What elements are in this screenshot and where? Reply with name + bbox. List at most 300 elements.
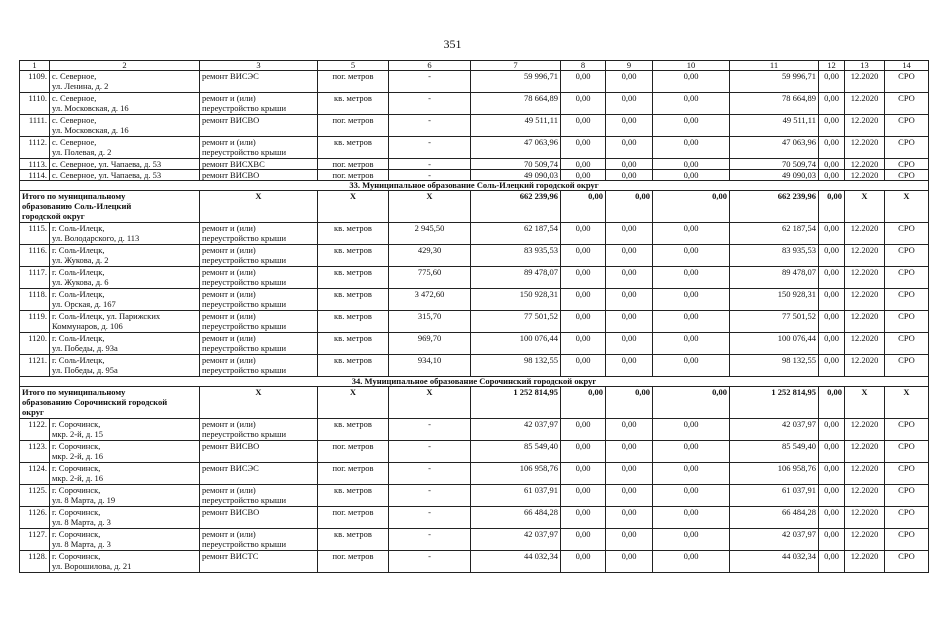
work-type-cell: ремонт и (или) переустройство крыши	[200, 311, 318, 333]
col12-cell: 0,00	[819, 71, 845, 93]
col8-cell: 0,00	[561, 245, 606, 267]
source-cell: СРО	[885, 159, 929, 170]
col10-cell: 0,00	[653, 551, 730, 573]
col11-cell: 61 037,91	[730, 485, 819, 507]
col9-cell: 0,00	[606, 311, 653, 333]
quantity-cell: -	[389, 137, 471, 159]
date-cell: 12.2020	[845, 441, 885, 463]
col11-cell: 59 996,71	[730, 71, 819, 93]
column-number-12: 12	[819, 61, 845, 71]
col8-cell: 0,00	[561, 289, 606, 311]
address-cell: г. Соль-Илецк, ул. Орская, д. 167	[50, 289, 200, 311]
unit-cell: пог. метров	[318, 507, 389, 529]
subtotal-row	[20, 191, 929, 223]
unit-cell: кв. метров	[318, 223, 389, 245]
col9-cell: 0,00	[606, 267, 653, 289]
date-cell: 12.2020	[845, 71, 885, 93]
address-cell: с. Северное, ул. Ленина, д. 2	[50, 71, 200, 93]
col12-cell: 0,00	[819, 245, 845, 267]
cost-cell: 61 037,91	[471, 485, 561, 507]
date-cell: 12.2020	[845, 170, 885, 181]
address-cell: г. Соль-Илецк, ул. Жукова, д. 2	[50, 245, 200, 267]
col8-cell: 0,00	[561, 115, 606, 137]
col11-cell: 89 478,07	[730, 267, 819, 289]
col12-cell: 0,00	[819, 267, 845, 289]
work-type-cell: ремонт и (или) переустройство крыши	[200, 333, 318, 355]
subtotal-cost: 1 252 814,95	[471, 387, 561, 419]
row-number: 1109.	[20, 71, 50, 93]
col12-cell: 0,00	[819, 551, 845, 573]
col9-cell: 0,00	[606, 93, 653, 115]
col8-cell: 0,00	[561, 333, 606, 355]
work-type-cell: ремонт и (или) переустройство крыши	[200, 355, 318, 377]
col12-cell: 0,00	[819, 333, 845, 355]
row-number: 1121.	[20, 355, 50, 377]
quantity-cell: -	[389, 93, 471, 115]
address-cell: с. Северное, ул. Чапаева, д. 53	[50, 159, 200, 170]
cost-cell: 106 958,76	[471, 463, 561, 485]
col8-cell: 0,00	[561, 507, 606, 529]
quantity-cell: 934,10	[389, 355, 471, 377]
col10-cell: 0,00	[653, 333, 730, 355]
work-type-cell: ремонт и (или) переустройство крыши	[200, 289, 318, 311]
section-title: 33. Муниципальное образование Соль-Илецкий городской округ	[20, 181, 929, 191]
unit-cell: пог. метров	[318, 551, 389, 573]
unit-cell: кв. метров	[318, 245, 389, 267]
unit-cell: кв. метров	[318, 355, 389, 377]
date-cell: 12.2020	[845, 115, 885, 137]
col9-cell: 0,00	[606, 170, 653, 181]
table-row	[20, 311, 929, 333]
address-cell: г. Соль-Илецк, ул. Володарского, д. 113	[50, 223, 200, 245]
column-number-5: 5	[318, 61, 389, 71]
table-row	[20, 93, 929, 115]
date-cell: 12.2020	[845, 245, 885, 267]
work-type-cell: ремонт и (или) переустройство крыши	[200, 245, 318, 267]
col10-cell: 0,00	[653, 485, 730, 507]
quantity-cell: -	[389, 463, 471, 485]
col9-cell: 0,00	[606, 551, 653, 573]
col11-cell: 66 484,28	[730, 507, 819, 529]
date-cell: 12.2020	[845, 529, 885, 551]
row-number: 1125.	[20, 485, 50, 507]
quantity-cell: -	[389, 507, 471, 529]
col10-cell: 0,00	[653, 507, 730, 529]
col10-cell: 0,00	[653, 419, 730, 441]
col12-cell: 0,00	[819, 93, 845, 115]
address-cell: г. Соль-Илецк, ул. Парижских Коммунаров, д. 106	[50, 311, 200, 333]
col8-cell: 0,00	[561, 355, 606, 377]
address-cell: г. Сорочинск, мкр. 2-й, д. 16	[50, 441, 200, 463]
date-cell: 12.2020	[845, 311, 885, 333]
cost-cell: 49 090,03	[471, 170, 561, 181]
column-number-7: 7	[471, 61, 561, 71]
work-type-cell: ремонт ВИСВО	[200, 170, 318, 181]
col9-cell: 0,00	[606, 245, 653, 267]
source-cell: СРО	[885, 441, 929, 463]
col10-cell: 0,00	[653, 463, 730, 485]
page-number: 351	[443, 37, 462, 51]
table-row	[20, 333, 929, 355]
work-type-cell: ремонт и (или) переустройство крыши	[200, 93, 318, 115]
col9-cell: 0,00	[606, 115, 653, 137]
col10-cell: 0,00	[653, 289, 730, 311]
col12-cell: 0,00	[819, 529, 845, 551]
source-cell: СРО	[885, 93, 929, 115]
column-number-10: 10	[653, 61, 730, 71]
col8-cell: 0,00	[561, 170, 606, 181]
col11-cell: 77 501,52	[730, 311, 819, 333]
col9-cell: 0,00	[606, 529, 653, 551]
col12-cell: 0,00	[819, 115, 845, 137]
col9-cell: 0,00	[606, 223, 653, 245]
work-type-cell: ремонт ВИСТС	[200, 551, 318, 573]
col8-cell: 0,00	[561, 485, 606, 507]
address-cell: г. Соль-Илецк, ул. Победы, д. 95а	[50, 355, 200, 377]
col12-cell: 0,00	[819, 507, 845, 529]
row-number: 1124.	[20, 463, 50, 485]
column-number-8: 8	[561, 61, 606, 71]
col11-cell: 83 935,53	[730, 245, 819, 267]
table-row	[20, 170, 929, 181]
unit-cell: кв. метров	[318, 485, 389, 507]
col12-cell: 0,00	[819, 419, 845, 441]
subtotal-col9: 0,00	[606, 387, 653, 419]
date-cell: 12.2020	[845, 267, 885, 289]
address-cell: г. Сорочинск, ул. 8 Марта, д. 3	[50, 507, 200, 529]
source-cell: СРО	[885, 333, 929, 355]
col12-cell: 0,00	[819, 137, 845, 159]
table-row	[20, 245, 929, 267]
quantity-cell: -	[389, 529, 471, 551]
work-type-cell: ремонт ВИСХВС	[200, 159, 318, 170]
row-number: 1123.	[20, 441, 50, 463]
work-type-cell: ремонт ВИСВО	[200, 507, 318, 529]
row-number: 1111.	[20, 115, 50, 137]
work-type-cell: ремонт и (или) переустройство крыши	[200, 529, 318, 551]
table-row	[20, 137, 929, 159]
table-row	[20, 289, 929, 311]
table-row	[20, 355, 929, 377]
col8-cell: 0,00	[561, 441, 606, 463]
unit-cell: кв. метров	[318, 267, 389, 289]
col10-cell: 0,00	[653, 71, 730, 93]
cost-cell: 78 664,89	[471, 93, 561, 115]
unit-cell: пог. метров	[318, 71, 389, 93]
source-cell: СРО	[885, 485, 929, 507]
col12-cell: 0,00	[819, 441, 845, 463]
column-number-13: 13	[845, 61, 885, 71]
quantity-cell: -	[389, 170, 471, 181]
date-cell: 12.2020	[845, 507, 885, 529]
address-cell: г. Сорочинск, ул. 8 Марта, д. 3	[50, 529, 200, 551]
col9-cell: 0,00	[606, 419, 653, 441]
quantity-cell: -	[389, 159, 471, 170]
col9-cell: 0,00	[606, 289, 653, 311]
unit-cell: кв. метров	[318, 529, 389, 551]
table-row	[20, 507, 929, 529]
table-row	[20, 223, 929, 245]
col11-cell: 100 076,44	[730, 333, 819, 355]
col10-cell: 0,00	[653, 245, 730, 267]
source-cell: СРО	[885, 463, 929, 485]
subtotal-col8: 0,00	[561, 191, 606, 223]
col11-cell: 42 037,97	[730, 529, 819, 551]
col11-cell: 98 132,55	[730, 355, 819, 377]
column-number-1: 1	[20, 61, 50, 71]
unit-cell: пог. метров	[318, 463, 389, 485]
subtotal-row	[20, 387, 929, 419]
quantity-cell: -	[389, 115, 471, 137]
table-row	[20, 529, 929, 551]
table-row	[20, 463, 929, 485]
work-type-cell: ремонт и (или) переустройство крыши	[200, 137, 318, 159]
x-mark: Х	[318, 191, 389, 223]
subtotal-col10: 0,00	[653, 387, 730, 419]
subtotal-col12: 0,00	[819, 191, 845, 223]
date-cell: 12.2020	[845, 419, 885, 441]
x-mark: Х	[200, 191, 318, 223]
col11-cell: 150 928,31	[730, 289, 819, 311]
unit-cell: кв. метров	[318, 137, 389, 159]
col9-cell: 0,00	[606, 71, 653, 93]
col9-cell: 0,00	[606, 507, 653, 529]
col10-cell: 0,00	[653, 159, 730, 170]
column-number-header-row	[20, 61, 929, 71]
row-number: 1127.	[20, 529, 50, 551]
unit-cell: кв. метров	[318, 419, 389, 441]
quantity-cell: 429,30	[389, 245, 471, 267]
col8-cell: 0,00	[561, 159, 606, 170]
unit-cell: пог. метров	[318, 441, 389, 463]
cost-cell: 62 187,54	[471, 223, 561, 245]
col10-cell: 0,00	[653, 441, 730, 463]
column-number-11: 11	[730, 61, 819, 71]
col12-cell: 0,00	[819, 485, 845, 507]
work-type-cell: ремонт ВИСЭС	[200, 463, 318, 485]
col12-cell: 0,00	[819, 355, 845, 377]
address-cell: с. Северное, ул. Чапаева, д. 53	[50, 170, 200, 181]
cost-cell: 66 484,28	[471, 507, 561, 529]
section-title: 34. Муниципальное образование Сорочинский городской округ	[20, 377, 929, 387]
quantity-cell: 2 945,50	[389, 223, 471, 245]
col11-cell: 42 037,97	[730, 419, 819, 441]
cost-cell: 83 935,53	[471, 245, 561, 267]
col11-cell: 44 032,34	[730, 551, 819, 573]
unit-cell: пог. метров	[318, 115, 389, 137]
column-number-9: 9	[606, 61, 653, 71]
cost-cell: 77 501,52	[471, 311, 561, 333]
address-cell: г. Сорочинск, ул. Ворошилова, д. 21	[50, 551, 200, 573]
quantity-cell: 315,70	[389, 311, 471, 333]
column-number-2: 2	[50, 61, 200, 71]
source-cell: СРО	[885, 223, 929, 245]
date-cell: 12.2020	[845, 355, 885, 377]
col10-cell: 0,00	[653, 223, 730, 245]
col8-cell: 0,00	[561, 551, 606, 573]
row-number: 1115.	[20, 223, 50, 245]
subtotal-col8: 0,00	[561, 387, 606, 419]
work-type-cell: ремонт и (или) переустройство крыши	[200, 485, 318, 507]
col12-cell: 0,00	[819, 170, 845, 181]
source-cell: СРО	[885, 311, 929, 333]
row-number: 1118.	[20, 289, 50, 311]
cost-cell: 59 996,71	[471, 71, 561, 93]
col11-cell: 47 063,96	[730, 137, 819, 159]
col11-cell: 106 958,76	[730, 463, 819, 485]
x-mark: Х	[389, 191, 471, 223]
col10-cell: 0,00	[653, 529, 730, 551]
date-cell: 12.2020	[845, 551, 885, 573]
x-mark: Х	[318, 387, 389, 419]
col8-cell: 0,00	[561, 71, 606, 93]
unit-cell: пог. метров	[318, 159, 389, 170]
source-cell: СРО	[885, 115, 929, 137]
repair-register-table	[19, 60, 929, 573]
cost-cell: 42 037,97	[471, 529, 561, 551]
col11-cell: 62 187,54	[730, 223, 819, 245]
cost-cell: 70 509,74	[471, 159, 561, 170]
quantity-cell: -	[389, 419, 471, 441]
x-mark: Х	[200, 387, 318, 419]
column-number-3: 3	[200, 61, 318, 71]
col9-cell: 0,00	[606, 333, 653, 355]
date-cell: 12.2020	[845, 159, 885, 170]
row-number: 1116.	[20, 245, 50, 267]
table-row	[20, 441, 929, 463]
subtotal-cost: 662 239,96	[471, 191, 561, 223]
table-row	[20, 419, 929, 441]
col11-cell: 85 549,40	[730, 441, 819, 463]
address-cell: г. Соль-Илецк, ул. Жукова, д. 6	[50, 267, 200, 289]
col8-cell: 0,00	[561, 137, 606, 159]
row-number: 1112.	[20, 137, 50, 159]
work-type-cell: ремонт ВИСВО	[200, 441, 318, 463]
row-number: 1110.	[20, 93, 50, 115]
source-cell: СРО	[885, 551, 929, 573]
row-number: 1113.	[20, 159, 50, 170]
col11-cell: 78 664,89	[730, 93, 819, 115]
row-number: 1119.	[20, 311, 50, 333]
col12-cell: 0,00	[819, 159, 845, 170]
cost-cell: 98 132,55	[471, 355, 561, 377]
x-mark: Х	[885, 387, 929, 419]
row-number: 1126.	[20, 507, 50, 529]
unit-cell: кв. метров	[318, 333, 389, 355]
cost-cell: 44 032,34	[471, 551, 561, 573]
date-cell: 12.2020	[845, 463, 885, 485]
table-row	[20, 115, 929, 137]
x-mark: Х	[845, 191, 885, 223]
source-cell: СРО	[885, 529, 929, 551]
cost-cell: 42 037,97	[471, 419, 561, 441]
col8-cell: 0,00	[561, 223, 606, 245]
subtotal-col9: 0,00	[606, 191, 653, 223]
section-title-row	[20, 377, 929, 387]
row-number: 1128.	[20, 551, 50, 573]
source-cell: СРО	[885, 137, 929, 159]
subtotal-label: Итого по муниципальному образованию Сорочинский городской округ	[20, 387, 200, 419]
col8-cell: 0,00	[561, 419, 606, 441]
date-cell: 12.2020	[845, 93, 885, 115]
col11-cell: 49 090,03	[730, 170, 819, 181]
address-cell: г. Сорочинск, ул. 8 Марта, д. 19	[50, 485, 200, 507]
col12-cell: 0,00	[819, 289, 845, 311]
col9-cell: 0,00	[606, 137, 653, 159]
col8-cell: 0,00	[561, 463, 606, 485]
col8-cell: 0,00	[561, 93, 606, 115]
column-number-6: 6	[389, 61, 471, 71]
col8-cell: 0,00	[561, 311, 606, 333]
col10-cell: 0,00	[653, 355, 730, 377]
col8-cell: 0,00	[561, 267, 606, 289]
source-cell: СРО	[885, 245, 929, 267]
address-cell: с. Северное, ул. Полевая, д. 2	[50, 137, 200, 159]
date-cell: 12.2020	[845, 137, 885, 159]
source-cell: СРО	[885, 507, 929, 529]
col10-cell: 0,00	[653, 115, 730, 137]
work-type-cell: ремонт ВИСЭС	[200, 71, 318, 93]
address-cell: с. Северное, ул. Московская, д. 16	[50, 93, 200, 115]
cost-cell: 85 549,40	[471, 441, 561, 463]
col9-cell: 0,00	[606, 485, 653, 507]
source-cell: СРО	[885, 170, 929, 181]
subtotal-col11: 1 252 814,95	[730, 387, 819, 419]
col11-cell: 49 511,11	[730, 115, 819, 137]
row-number: 1114.	[20, 170, 50, 181]
subtotal-col10: 0,00	[653, 191, 730, 223]
col9-cell: 0,00	[606, 355, 653, 377]
column-number-14: 14	[885, 61, 929, 71]
col12-cell: 0,00	[819, 223, 845, 245]
cost-cell: 100 076,44	[471, 333, 561, 355]
work-type-cell: ремонт ВИСВО	[200, 115, 318, 137]
source-cell: СРО	[885, 289, 929, 311]
col8-cell: 0,00	[561, 529, 606, 551]
table-row	[20, 267, 929, 289]
source-cell: СРО	[885, 355, 929, 377]
subtotal-label: Итого по муниципальному образованию Соль-Илецкий городской округ	[20, 191, 200, 223]
unit-cell: кв. метров	[318, 289, 389, 311]
quantity-cell: -	[389, 71, 471, 93]
quantity-cell: 3 472,60	[389, 289, 471, 311]
work-type-cell: ремонт и (или) переустройство крыши	[200, 223, 318, 245]
source-cell: СРО	[885, 71, 929, 93]
section-title-row	[20, 181, 929, 191]
address-cell: г. Сорочинск, мкр. 2-й, д. 15	[50, 419, 200, 441]
row-number: 1120.	[20, 333, 50, 355]
table-row	[20, 159, 929, 170]
address-cell: с. Северное, ул. Московская, д. 16	[50, 115, 200, 137]
col10-cell: 0,00	[653, 311, 730, 333]
source-cell: СРО	[885, 419, 929, 441]
date-cell: 12.2020	[845, 333, 885, 355]
quantity-cell: 969,70	[389, 333, 471, 355]
cost-cell: 47 063,96	[471, 137, 561, 159]
date-cell: 12.2020	[845, 485, 885, 507]
unit-cell: кв. метров	[318, 311, 389, 333]
quantity-cell: -	[389, 441, 471, 463]
source-cell: СРО	[885, 267, 929, 289]
x-mark: Х	[885, 191, 929, 223]
subtotal-col11: 662 239,96	[730, 191, 819, 223]
date-cell: 12.2020	[845, 223, 885, 245]
cost-cell: 49 511,11	[471, 115, 561, 137]
col10-cell: 0,00	[653, 137, 730, 159]
col11-cell: 70 509,74	[730, 159, 819, 170]
row-number: 1122.	[20, 419, 50, 441]
col10-cell: 0,00	[653, 170, 730, 181]
